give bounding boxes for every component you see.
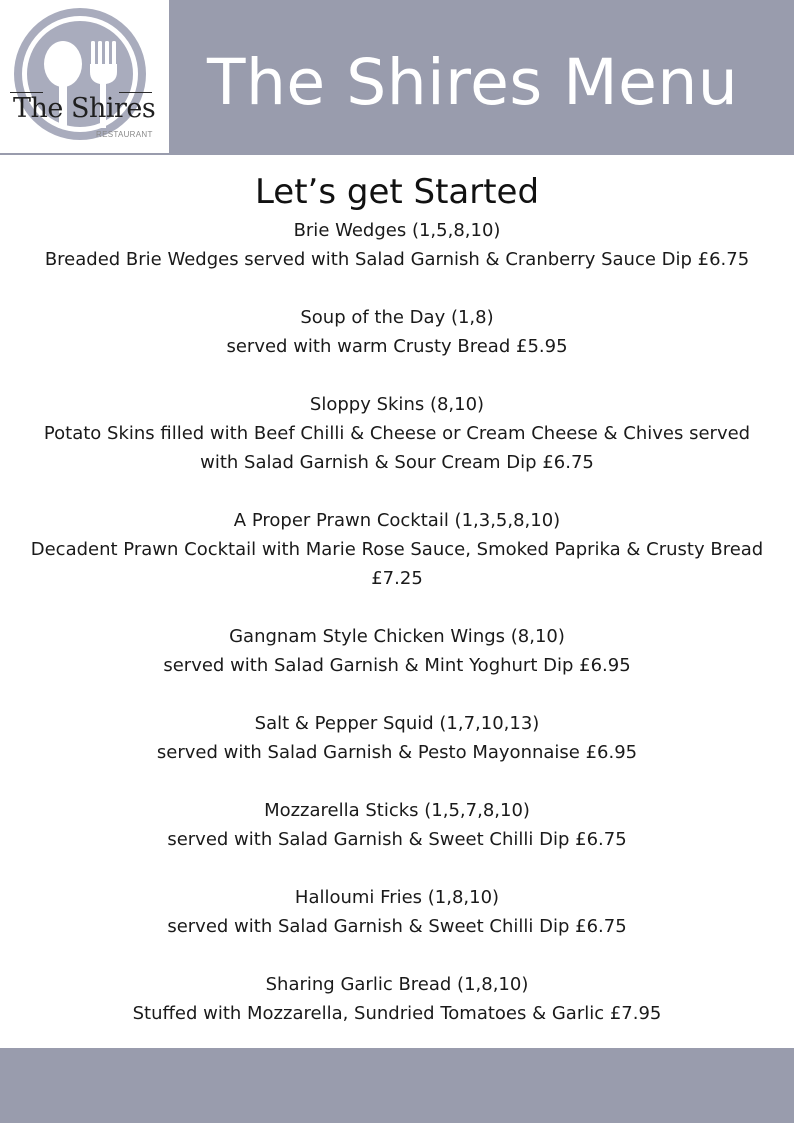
menu-item	[0, 216, 794, 274]
item-name: Gangnam Style Chicken Wings (8,10)	[229, 626, 565, 647]
footer-banner	[0, 1048, 794, 1123]
menu-list	[0, 216, 794, 1057]
item-description: Decadent Prawn Cocktail with Marie Rose Sauce, Smoked Paprika & Crusty Bread £7.25	[30, 539, 764, 589]
menu-item	[0, 709, 794, 767]
item-description: served with Salad Garnish & Mint Yoghurt Dip £6.95	[163, 655, 631, 676]
item-name: Soup of the Day (1,8)	[300, 307, 494, 328]
item-description: Breaded Brie Wedges served with Salad Garnish & Cranberry Sauce Dip £6.75	[44, 249, 750, 270]
item-name: Sloppy Skins (8,10)	[309, 394, 485, 415]
item-description: served with Salad Garnish & Sweet Chilli Dip £6.75	[167, 829, 627, 850]
item-description: Potato Skins filled with Beef Chilli & Cheese or Cream Cheese & Chives served with Salad Garnish & Sour Cream Dip £6.75	[43, 423, 751, 473]
menu-item	[0, 622, 794, 680]
menu-item	[0, 506, 794, 593]
menu-item	[0, 883, 794, 941]
menu-item	[0, 970, 794, 1028]
header-banner	[0, 0, 794, 155]
item-name: A Proper Prawn Cocktail (1,3,5,8,10)	[233, 510, 561, 531]
item-name: Sharing Garlic Bread (1,8,10)	[265, 974, 529, 995]
item-description: served with warm Crusty Bread £5.95	[226, 336, 568, 357]
logo-wordmark: The Shires	[13, 93, 156, 124]
item-name: Halloumi Fries (1,8,10)	[294, 887, 500, 908]
menu-item	[0, 796, 794, 854]
restaurant-logo	[0, 0, 169, 153]
item-name: Mozzarella Sticks (1,5,7,8,10)	[264, 800, 530, 821]
section-title: Let’s get Started	[254, 172, 540, 212]
page-title: The Shires Menu	[207, 46, 739, 119]
menu-item	[0, 303, 794, 361]
item-description: served with Salad Garnish & Pesto Mayonnaise £6.95	[156, 742, 638, 763]
logo-subtitle: RESTAURANT	[96, 130, 153, 139]
menu-item	[0, 390, 794, 477]
item-description: served with Salad Garnish & Sweet Chilli Dip £6.75	[167, 916, 627, 937]
item-name: Brie Wedges (1,5,8,10)	[293, 220, 501, 241]
item-name: Salt & Pepper Squid (1,7,10,13)	[254, 713, 540, 734]
item-description: Stuffed with Mozzarella, Sundried Tomatoes & Garlic £7.95	[132, 1003, 662, 1024]
